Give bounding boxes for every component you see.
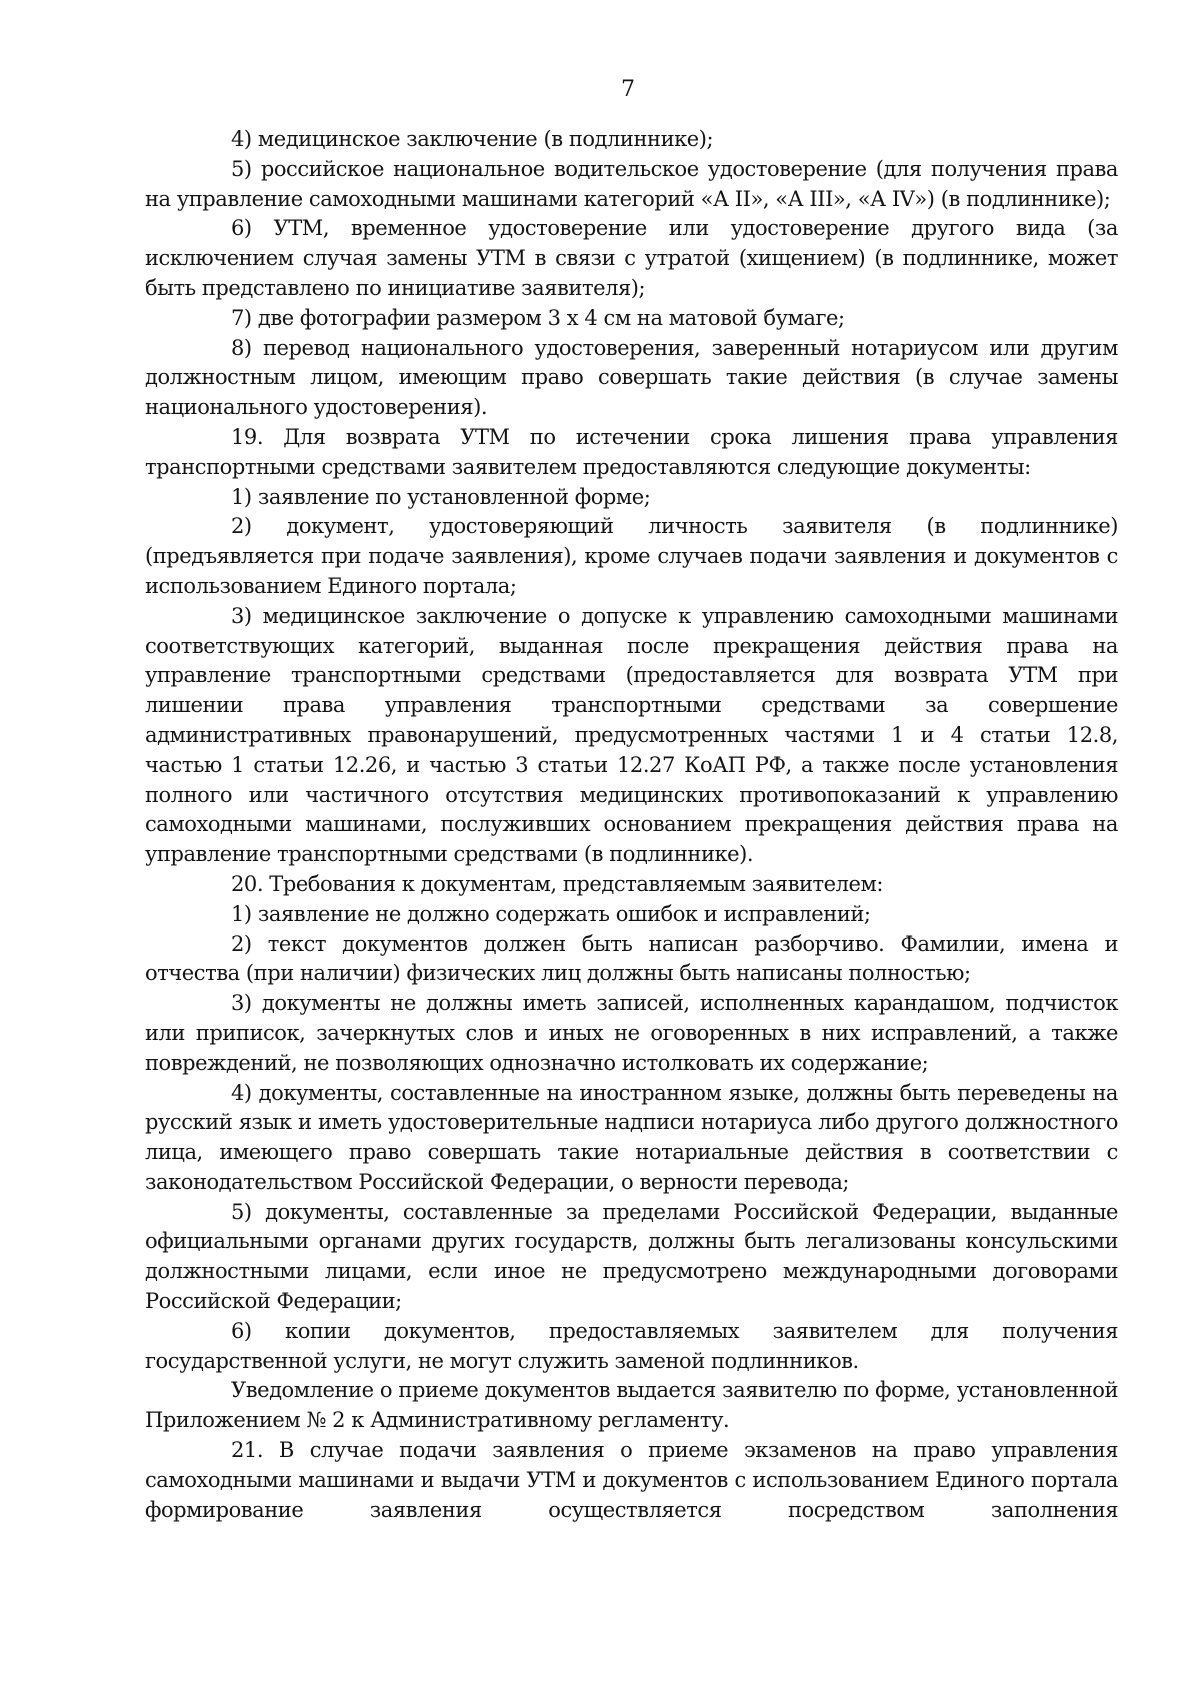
paragraph-clause-20-item-2: 2) текст документов должен быть написан разборчиво. Фамилии, имена и отчества (при наличии) физических лиц должны быть написаны полностью; xyxy=(145,931,1118,986)
paragraph-item-4-medical-report: 4) медицинское заключение (в подлиннике); xyxy=(231,127,714,151)
paragraph-clause-19-item-3: 3) медицинское заключение о допуске к управлению самоходными машинами соответствующих категорий, выданная после прекращения действия права на управление транспортными средствами (предоставляется для возврата УТМ при лишении права управления транспортными средствами за совершение административных правонарушений, предусмотренных частями 1 и 4 статьи 12.8, частью 1 статьи 12.26, и частью 3 статьи 12.27 КоАП РФ, а также после установления полного или частичного отсутствия медицинских противопоказаний к управлению самоходными машинами, послуживших основанием прекращения действия права на управление транспортными средствами (в подлиннике). xyxy=(145,603,1118,867)
paragraph-item-7-photos: 7) две фотографии размером 3 х 4 см на матовой бумаге; xyxy=(231,305,845,330)
page-number: 7 xyxy=(621,77,635,102)
paragraph-clause-19-item-2: 2) документ, удостоверяющий личность заявителя (в подлиннике) (предъявляется при подаче заявления), кроме случаев подачи заявления и документов с использованием Единого портала; xyxy=(145,514,1118,598)
paragraph-item-6-utm: 6) УТМ, временное удостоверение или удостоверение другого вида (за исключением случая замены УТМ в связи с утратой (хищением) (в подлиннике, может быть представлено по инициативе заявителя); xyxy=(145,216,1118,300)
paragraph-item-5-driver-license: 5) российское национальное водительское удостоверение (для получения права на управление самоходными машинами категорий «А II», «А III», «А IV») (в подлиннике); xyxy=(145,156,1118,211)
paragraph-clause-20-item-3: 3) документы не должны иметь записей, исполненных карандашом, подчисток или приписок, зачеркнутых слов и иных не оговоренных в них исправлений, а также повреждений, не позволяющих однозначно истолковать их содержание; xyxy=(145,991,1118,1075)
paragraph-clause-21: 21. В случае подачи заявления о приеме экзаменов на право управления самоходными машинами и выдачи УТМ и документов с использованием Единого портала формирование заявления осуществляется посредством заполнения xyxy=(145,1438,1118,1522)
paragraph-clause-20-item-6: 6) копии документов, предоставляемых заявителем для получения государственной услуги, не могут служить заменой подлинников. xyxy=(145,1318,1118,1373)
paragraph-item-8-translation: 8) перевод национального удостоверения, заверенный нотариусом или другим должностным лицом, имеющим право совершать такие действия (в случае замены национального удостоверения). xyxy=(145,335,1118,420)
paragraph-clause-19: 19. Для возврата УТМ по истечении срока лишения права управления транспортными средствами заявителем предоставляются следующие документы: xyxy=(145,424,1118,479)
paragraph-clause-20-item-1: 1) заявление не должно содержать ошибок и исправлений; xyxy=(231,901,871,926)
document-body xyxy=(145,125,1118,1525)
paragraph-clause-19-item-1: 1) заявление по установленной форме; xyxy=(231,484,651,509)
paragraph-clause-20-item-4: 4) документы, составленные на иностранном языке, должны быть переведены на русский язык и иметь удостоверительные надписи нотариуса либо другого должностного лица, имеющего право совершать такие нотариальные действия в соответствии с законодательством Российской Федерации, о верности перевода; xyxy=(145,1080,1118,1194)
paragraph-clause-20: 20. Требования к документам, представляемым заявителем: xyxy=(231,871,884,896)
paragraph-clause-20-item-5: 5) документы, составленные за пределами Российской Федерации, выданные официальными органами других государств, должны быть легализованы консульскими должностными лицами, если иное не предусмотрено международными договорами Российской Федерации; xyxy=(145,1199,1118,1314)
paragraph-notification: Уведомление о приеме документов выдается заявителю по форме, установленной Приложением № 2 к Административному регламенту. xyxy=(145,1378,1118,1433)
